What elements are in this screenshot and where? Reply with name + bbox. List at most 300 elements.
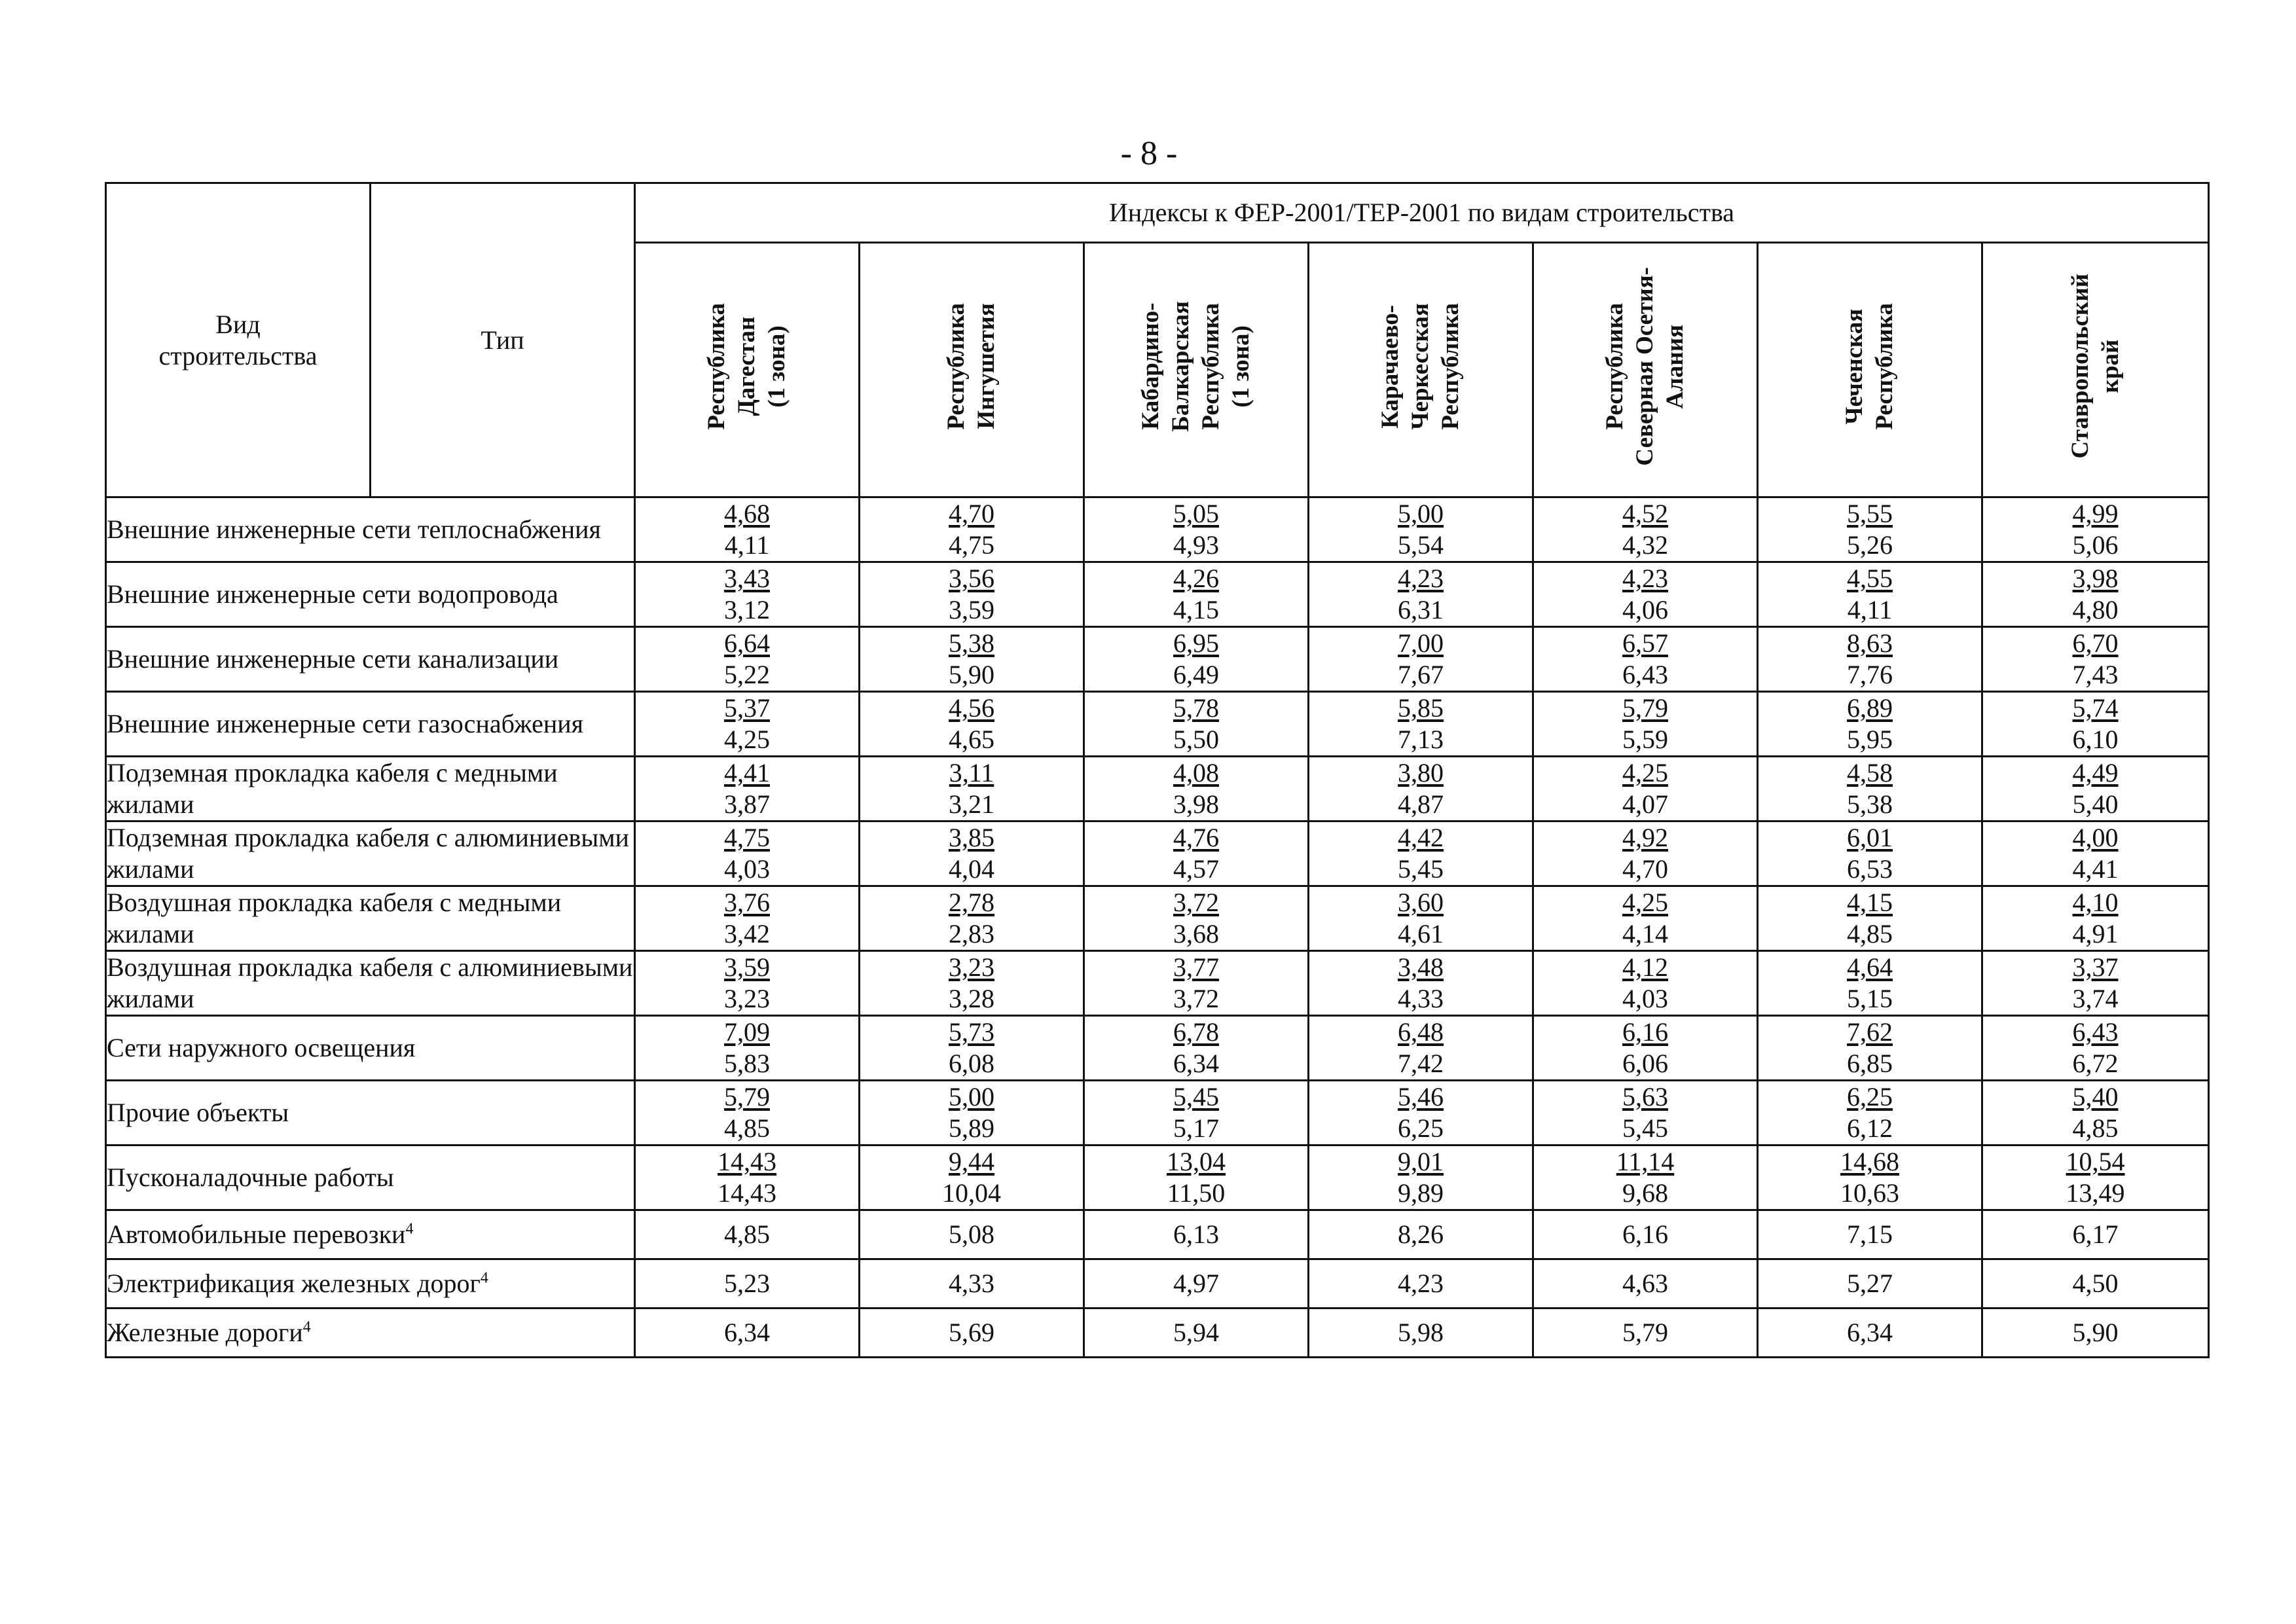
index-value: 5,27 <box>1758 1259 1982 1308</box>
value-cell <box>1758 951 1982 1016</box>
value-cell <box>1309 951 1533 1016</box>
index-value-bottom: 6,25 <box>1398 1113 1444 1143</box>
index-value-bottom: 5,22 <box>724 660 770 689</box>
row-label: Подземная прокладка кабеля с алюминиевыми жилами <box>106 821 635 886</box>
index-value: 5,90 <box>1982 1308 2209 1358</box>
index-value-bottom: 5,89 <box>949 1113 994 1143</box>
index-value-bottom: 4,85 <box>2072 1113 2119 1143</box>
index-value-top: 7,62 <box>1847 1017 1893 1047</box>
value-cell <box>860 1081 1084 1146</box>
index-value-bottom: 6,43 <box>1622 660 1668 689</box>
value-cell <box>635 1081 860 1146</box>
index-value-bottom: 13,49 <box>2066 1178 2125 1208</box>
index-value-top: 4,99 <box>2072 499 2119 528</box>
region-header-label: Карачаево- Черкесская Республика <box>1377 302 1464 430</box>
region-header-2 <box>860 243 1084 497</box>
region-header-label: Республика Ингушетия <box>943 302 1000 430</box>
index-value: 5,23 <box>635 1259 860 1308</box>
index-value-bottom: 6,06 <box>1622 1049 1668 1078</box>
index-value-bottom: 4,41 <box>2072 854 2119 884</box>
table-row <box>106 951 2209 1016</box>
index-value-top: 6,70 <box>2072 628 2119 658</box>
value-cell <box>1084 757 1309 821</box>
value-cell <box>635 1016 860 1081</box>
index-value: 4,63 <box>1533 1259 1758 1308</box>
index-value-bottom: 4,91 <box>2072 919 2119 948</box>
row-label: Воздушная прокладка кабеля с алюминиевыми жилами <box>106 951 635 1016</box>
value-cell <box>635 627 860 692</box>
value-cell <box>1758 886 1982 951</box>
index-value-bottom: 5,38 <box>1847 789 1893 819</box>
value-cell <box>1309 886 1533 951</box>
index-value-bottom: 6,10 <box>2072 725 2119 754</box>
header-vid-text: Вид строительства <box>158 309 318 370</box>
value-cell <box>1982 1081 2209 1146</box>
value-cell <box>635 692 860 757</box>
region-header-label: Республика Дагестан (1 зона) <box>703 302 790 430</box>
index-value-top: 3,77 <box>1173 952 1219 982</box>
footnote-marker: 4 <box>302 1318 311 1336</box>
table-row <box>106 1210 2209 1259</box>
value-cell <box>1758 821 1982 886</box>
index-value-bottom: 3,23 <box>724 984 770 1013</box>
value-cell <box>1309 1081 1533 1146</box>
index-value-top: 5,38 <box>949 628 994 658</box>
value-cell <box>1982 757 2209 821</box>
index-value: 6,16 <box>1533 1210 1758 1259</box>
row-label: Воздушная прокладка кабеля с медными жилами <box>106 886 635 951</box>
value-cell <box>1309 1016 1533 1081</box>
index-value-top: 10,54 <box>2066 1147 2125 1176</box>
index-value-top: 3,80 <box>1398 758 1444 787</box>
region-header-4 <box>1309 243 1533 497</box>
index-value: 5,08 <box>860 1210 1084 1259</box>
index-value-top: 5,78 <box>1173 693 1219 723</box>
index-value-top: 6,57 <box>1622 628 1668 658</box>
index-value-bottom: 11,50 <box>1167 1178 1226 1208</box>
value-cell <box>1758 1146 1982 1210</box>
index-value-bottom: 4,06 <box>1622 595 1668 624</box>
value-cell <box>860 821 1084 886</box>
index-value: 4,50 <box>1982 1259 2209 1308</box>
index-value-top: 4,00 <box>2072 823 2119 852</box>
index-value-top: 4,68 <box>724 499 770 528</box>
index-value-bottom: 3,87 <box>724 789 770 819</box>
index-value-bottom: 3,68 <box>1173 919 1219 948</box>
value-cell <box>1758 1016 1982 1081</box>
header-index-group: Индексы к ФЕР-2001/ТЕР-2001 по видам строительства <box>635 183 2209 243</box>
value-cell <box>1758 627 1982 692</box>
value-cell <box>860 757 1084 821</box>
value-cell <box>1982 951 2209 1016</box>
index-value-bottom: 3,72 <box>1173 984 1219 1013</box>
index-value-top: 3,43 <box>724 564 770 593</box>
value-cell <box>860 1016 1084 1081</box>
index-value-top: 7,00 <box>1398 628 1444 658</box>
index-value-bottom: 4,87 <box>1398 789 1444 819</box>
index-value-top: 5,05 <box>1173 499 1219 528</box>
index-value: 7,15 <box>1758 1210 1982 1259</box>
index-value-bottom: 6,34 <box>1173 1049 1219 1078</box>
index-value-bottom: 5,26 <box>1847 530 1893 560</box>
index-value-bottom: 7,43 <box>2072 660 2119 689</box>
index-value-top: 5,45 <box>1173 1082 1219 1111</box>
value-cell <box>860 1146 1084 1210</box>
index-value: 6,17 <box>1982 1210 2209 1259</box>
index-value-top: 3,85 <box>949 823 994 852</box>
index-value-top: 14,68 <box>1840 1147 1899 1176</box>
value-cell <box>1533 1016 1758 1081</box>
table-row <box>106 1259 2209 1308</box>
index-value-top: 4,23 <box>1398 564 1444 593</box>
table-row <box>106 562 2209 627</box>
index-value-bottom: 3,21 <box>949 789 994 819</box>
value-cell <box>1758 757 1982 821</box>
value-cell <box>1084 821 1309 886</box>
index-value: 6,13 <box>1084 1210 1309 1259</box>
index-value-top: 4,12 <box>1622 952 1668 982</box>
index-value-top: 4,56 <box>949 693 994 723</box>
value-cell <box>1533 821 1758 886</box>
index-value-bottom: 14,43 <box>718 1178 776 1208</box>
index-value-top: 6,89 <box>1847 693 1893 723</box>
value-cell <box>635 497 860 562</box>
index-value-top: 3,76 <box>724 888 770 917</box>
index-value-top: 5,46 <box>1398 1082 1444 1111</box>
index-value-bottom: 9,68 <box>1622 1178 1668 1208</box>
index-value-top: 8,63 <box>1847 628 1893 658</box>
index-value-bottom: 4,70 <box>1622 854 1668 884</box>
row-label: Внешние инженерные сети газоснабжения <box>106 692 635 757</box>
value-cell <box>1758 497 1982 562</box>
table-row <box>106 627 2209 692</box>
index-value-top: 5,79 <box>1622 693 1668 723</box>
table-row <box>106 1146 2209 1210</box>
region-header-label: Кабардино- Балкарская Республика (1 зона) <box>1137 300 1254 432</box>
region-header-3 <box>1084 243 1309 497</box>
index-value-top: 3,72 <box>1173 888 1219 917</box>
value-cell <box>860 627 1084 692</box>
table-row <box>106 886 2209 951</box>
index-value-bottom: 3,12 <box>724 595 770 624</box>
index-value-top: 5,55 <box>1847 499 1893 528</box>
index-value-top: 5,37 <box>724 693 770 723</box>
index-value-top: 4,15 <box>1847 888 1893 917</box>
index-value-top: 4,25 <box>1622 888 1668 917</box>
index-value-top: 9,44 <box>949 1147 994 1176</box>
index-value-top: 6,95 <box>1173 628 1219 658</box>
value-cell <box>1084 886 1309 951</box>
index-value-bottom: 9,89 <box>1398 1178 1444 1208</box>
value-cell <box>860 692 1084 757</box>
value-cell <box>860 886 1084 951</box>
row-label: Внешние инженерные сети канализации <box>106 627 635 692</box>
index-value-bottom: 5,45 <box>1622 1113 1668 1143</box>
index-value-top: 4,25 <box>1622 758 1668 787</box>
index-value-bottom: 4,93 <box>1173 530 1219 560</box>
index-value-bottom: 3,98 <box>1173 789 1219 819</box>
index-value-top: 5,00 <box>949 1082 994 1111</box>
index-value-top: 4,52 <box>1622 499 1668 528</box>
index-value-bottom: 4,11 <box>1847 595 1893 624</box>
row-label: Подземная прокладка кабеля с медными жилами <box>106 757 635 821</box>
value-cell <box>1533 886 1758 951</box>
index-value-bottom: 4,85 <box>1847 919 1893 948</box>
value-cell <box>635 886 860 951</box>
row-label: Сети наружного освещения <box>106 1016 635 1081</box>
index-value-top: 3,60 <box>1398 888 1444 917</box>
index-value: 5,94 <box>1084 1308 1309 1358</box>
index-value-bottom: 5,54 <box>1398 530 1444 560</box>
index-value-top: 3,56 <box>949 564 994 593</box>
value-cell <box>1533 951 1758 1016</box>
index-value-top: 5,63 <box>1622 1082 1668 1111</box>
index-value-top: 3,48 <box>1398 952 1444 982</box>
region-header-5 <box>1533 243 1758 497</box>
index-value-top: 6,64 <box>724 628 770 658</box>
value-cell <box>1982 497 2209 562</box>
index-value-bottom: 4,32 <box>1622 530 1668 560</box>
index-value-bottom: 4,85 <box>724 1113 770 1143</box>
index-table <box>105 182 2210 1358</box>
value-cell <box>635 1146 860 1210</box>
region-header-label: Республика Северная Осетия- Алания <box>1601 266 1688 466</box>
index-value-bottom: 6,72 <box>2072 1049 2119 1078</box>
value-cell <box>1309 757 1533 821</box>
index-value-bottom: 5,06 <box>2072 530 2119 560</box>
row-label-text: Автомобильные перевозки <box>107 1219 406 1249</box>
index-value-bottom: 7,13 <box>1398 725 1444 754</box>
index-value: 6,34 <box>635 1308 860 1358</box>
index-value-top: 3,59 <box>724 952 770 982</box>
value-cell <box>635 757 860 821</box>
index-value-bottom: 4,75 <box>949 530 994 560</box>
index-value: 4,97 <box>1084 1259 1309 1308</box>
index-value-top: 4,58 <box>1847 758 1893 787</box>
footnote-marker: 4 <box>405 1220 414 1238</box>
value-cell <box>1533 627 1758 692</box>
index-value-bottom: 3,28 <box>949 984 994 1013</box>
index-value-bottom: 5,90 <box>949 660 994 689</box>
value-cell <box>1084 497 1309 562</box>
value-cell <box>1533 757 1758 821</box>
row-label: Внешние инженерные сети теплоснабжения <box>106 497 635 562</box>
index-value-bottom: 6,49 <box>1173 660 1219 689</box>
value-cell <box>1084 692 1309 757</box>
value-cell <box>1982 821 2209 886</box>
value-cell <box>1309 821 1533 886</box>
value-cell <box>1982 1146 2209 1210</box>
index-value-bottom: 5,83 <box>724 1049 770 1078</box>
value-cell <box>1084 951 1309 1016</box>
value-cell <box>860 562 1084 627</box>
index-value-bottom: 5,15 <box>1847 984 1893 1013</box>
index-value-bottom: 4,14 <box>1622 919 1668 948</box>
index-value-top: 6,16 <box>1622 1017 1668 1047</box>
index-value-top: 4,10 <box>2072 888 2119 917</box>
value-cell <box>1084 1081 1309 1146</box>
index-value-top: 5,40 <box>2072 1082 2119 1111</box>
index-value-top: 11,14 <box>1616 1147 1675 1176</box>
index-value-top: 3,11 <box>949 758 994 787</box>
index-value-bottom: 4,57 <box>1173 854 1219 884</box>
value-cell <box>1533 1081 1758 1146</box>
row-label <box>106 1308 635 1358</box>
table-row <box>106 1081 2209 1146</box>
region-header-1 <box>635 243 860 497</box>
index-value: 5,79 <box>1533 1308 1758 1358</box>
index-value-top: 3,37 <box>2072 952 2119 982</box>
index-value: 4,23 <box>1309 1259 1533 1308</box>
value-cell <box>1309 692 1533 757</box>
table-row <box>106 757 2209 821</box>
index-value-bottom: 4,03 <box>1622 984 1668 1013</box>
index-value-bottom: 6,12 <box>1847 1113 1893 1143</box>
value-cell <box>1758 562 1982 627</box>
index-value-top: 6,48 <box>1398 1017 1444 1047</box>
index-value-top: 5,73 <box>949 1017 994 1047</box>
row-label <box>106 1259 635 1308</box>
index-value-top: 4,41 <box>724 758 770 787</box>
region-header-6 <box>1758 243 1982 497</box>
index-value-top: 9,01 <box>1398 1147 1444 1176</box>
page-number: - 8 - <box>1120 135 1178 172</box>
index-value-bottom: 10,63 <box>1840 1178 1899 1208</box>
index-value: 4,85 <box>635 1210 860 1259</box>
value-cell <box>1309 1146 1533 1210</box>
index-value-top: 6,43 <box>2072 1017 2119 1047</box>
index-value-bottom: 7,67 <box>1398 660 1444 689</box>
index-value-top: 14,43 <box>718 1147 776 1176</box>
value-cell <box>1309 562 1533 627</box>
index-value-top: 4,64 <box>1847 952 1893 982</box>
index-value-top: 5,74 <box>2072 693 2119 723</box>
index-value-bottom: 4,65 <box>949 725 994 754</box>
index-value: 5,98 <box>1309 1308 1533 1358</box>
value-cell <box>1982 1016 2209 1081</box>
index-value-bottom: 6,31 <box>1398 595 1444 624</box>
index-value-bottom: 4,25 <box>724 725 770 754</box>
index-value-top: 4,49 <box>2072 758 2119 787</box>
row-label-text: Железные дороги <box>107 1318 303 1347</box>
value-cell <box>1309 497 1533 562</box>
index-value-top: 4,42 <box>1398 823 1444 852</box>
index-value-top: 4,70 <box>949 499 994 528</box>
index-value-top: 4,76 <box>1173 823 1219 852</box>
index-value-top: 6,01 <box>1847 823 1893 852</box>
row-label-text: Электрификация железных дорог <box>107 1269 481 1298</box>
index-value-bottom: 7,76 <box>1847 660 1893 689</box>
index-value-bottom: 4,11 <box>724 530 770 560</box>
index-value-bottom: 6,53 <box>1847 854 1893 884</box>
index-value-top: 4,55 <box>1847 564 1893 593</box>
table-row <box>106 692 2209 757</box>
index-value-bottom: 5,50 <box>1173 725 1219 754</box>
value-cell <box>635 821 860 886</box>
index-value-bottom: 4,03 <box>724 854 770 884</box>
index-value-bottom: 4,80 <box>2072 595 2119 624</box>
table-row <box>106 497 2209 562</box>
index-value: 8,26 <box>1309 1210 1533 1259</box>
value-cell <box>1758 692 1982 757</box>
header-tip <box>371 183 635 497</box>
index-value-bottom: 3,59 <box>949 595 994 624</box>
index-value-bottom: 4,04 <box>949 854 994 884</box>
value-cell <box>1533 497 1758 562</box>
value-cell <box>1084 1146 1309 1210</box>
index-value-top: 4,26 <box>1173 564 1219 593</box>
index-value-bottom: 4,33 <box>1398 984 1444 1013</box>
region-header-label: Чеченская Республика <box>1841 302 1898 430</box>
index-value-bottom: 7,42 <box>1398 1049 1444 1078</box>
value-cell <box>1309 627 1533 692</box>
index-value-top: 3,98 <box>2072 564 2119 593</box>
value-cell <box>635 562 860 627</box>
value-cell <box>860 951 1084 1016</box>
index-value-top: 4,92 <box>1622 823 1668 852</box>
index-value-bottom: 5,17 <box>1173 1113 1219 1143</box>
index-value-top: 7,09 <box>724 1017 770 1047</box>
index-value-bottom: 4,07 <box>1622 789 1668 819</box>
value-cell <box>860 497 1084 562</box>
value-cell <box>1982 692 2209 757</box>
index-value-bottom: 5,95 <box>1847 725 1893 754</box>
row-label <box>106 1210 635 1259</box>
index-value-bottom: 2,83 <box>949 919 994 948</box>
region-header-label: Ставропольский край <box>2066 274 2124 459</box>
index-value-top: 4,75 <box>724 823 770 852</box>
footnote-marker: 4 <box>480 1269 488 1287</box>
index-value-bottom: 4,15 <box>1173 595 1219 624</box>
index-value-top: 4,23 <box>1622 564 1668 593</box>
index-value-bottom: 5,40 <box>2072 789 2119 819</box>
value-cell <box>1084 627 1309 692</box>
index-value: 6,34 <box>1758 1308 1982 1358</box>
value-cell <box>1084 562 1309 627</box>
index-value-bottom: 5,45 <box>1398 854 1444 884</box>
value-cell <box>1533 1146 1758 1210</box>
index-value-bottom: 5,59 <box>1622 725 1668 754</box>
index-value-top: 5,79 <box>724 1082 770 1111</box>
row-label: Пусконаладочные работы <box>106 1146 635 1210</box>
region-header-7 <box>1982 243 2209 497</box>
value-cell <box>1758 1081 1982 1146</box>
row-label: Внешние инженерные сети водопровода <box>106 562 635 627</box>
value-cell <box>1982 627 2209 692</box>
row-label: Прочие объекты <box>106 1081 635 1146</box>
value-cell <box>1084 1016 1309 1081</box>
index-value-top: 5,85 <box>1398 693 1444 723</box>
index-value-bottom: 6,85 <box>1847 1049 1893 1078</box>
value-cell <box>1982 886 2209 951</box>
index-value-top: 5,00 <box>1398 499 1444 528</box>
table-body <box>106 497 2209 1358</box>
index-value-top: 13,04 <box>1167 1147 1226 1176</box>
index-value: 5,69 <box>860 1308 1084 1358</box>
index-value-bottom: 4,61 <box>1398 919 1444 948</box>
index-value-top: 6,25 <box>1847 1082 1893 1111</box>
index-value-top: 3,23 <box>949 952 994 982</box>
table-row <box>106 1308 2209 1358</box>
index-value-top: 4,08 <box>1173 758 1219 787</box>
value-cell <box>635 951 860 1016</box>
index-value-bottom: 10,04 <box>942 1178 1001 1208</box>
index-value-bottom: 3,42 <box>724 919 770 948</box>
index-value-top: 2,78 <box>949 888 994 917</box>
header-vid-stroitelstva <box>106 183 371 497</box>
header-tip-text: Тип <box>481 325 524 355</box>
index-value-top: 6,78 <box>1173 1017 1219 1047</box>
